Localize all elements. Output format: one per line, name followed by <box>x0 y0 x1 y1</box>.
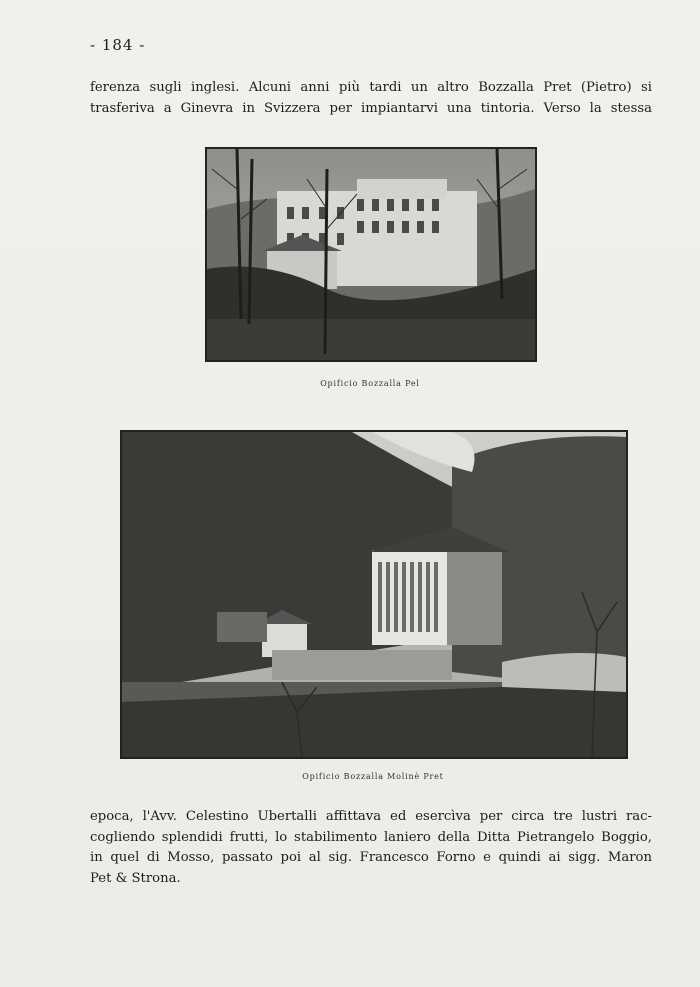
ruined-mill-photo <box>207 149 535 360</box>
text-line: in quel di Mosso, passato poi al sig. Francesco Forno e quindi ai sigg. Maron <box>90 850 652 865</box>
photo-opificio-bozzalla-pel <box>205 147 537 362</box>
figure-caption: Opificio Bozzalla Molinè Pret <box>302 772 444 781</box>
mountain-mill-photo <box>122 432 626 757</box>
text-line: Pet & Strona. <box>90 870 181 886</box>
text-line: ferenza sugli inglesi. Alcuni anni più tardi un altro Bozzalla Pret (Pietro) si <box>90 80 652 95</box>
photo-opificio-bozzalla-moline-pret <box>120 430 628 759</box>
paragraph-top <box>90 78 652 119</box>
text-line: epoca, l'Avv. Celestino Ubertalli affittava ed esercìva per circa tre lustri rac- <box>90 809 652 824</box>
page-number: - 184 - <box>90 36 146 54</box>
text-line: cogliendo splendidi frutti, lo stabilimento laniero della Ditta Pietrangelo Boggio, <box>90 829 652 845</box>
text-line: trasferiva a Ginevra in Svizzera per impiantarvi una tintoria. Verso la stessa <box>90 100 652 116</box>
paragraph-bottom <box>90 807 652 889</box>
figure-caption: Opificio Bozzalla Pel <box>320 379 420 388</box>
